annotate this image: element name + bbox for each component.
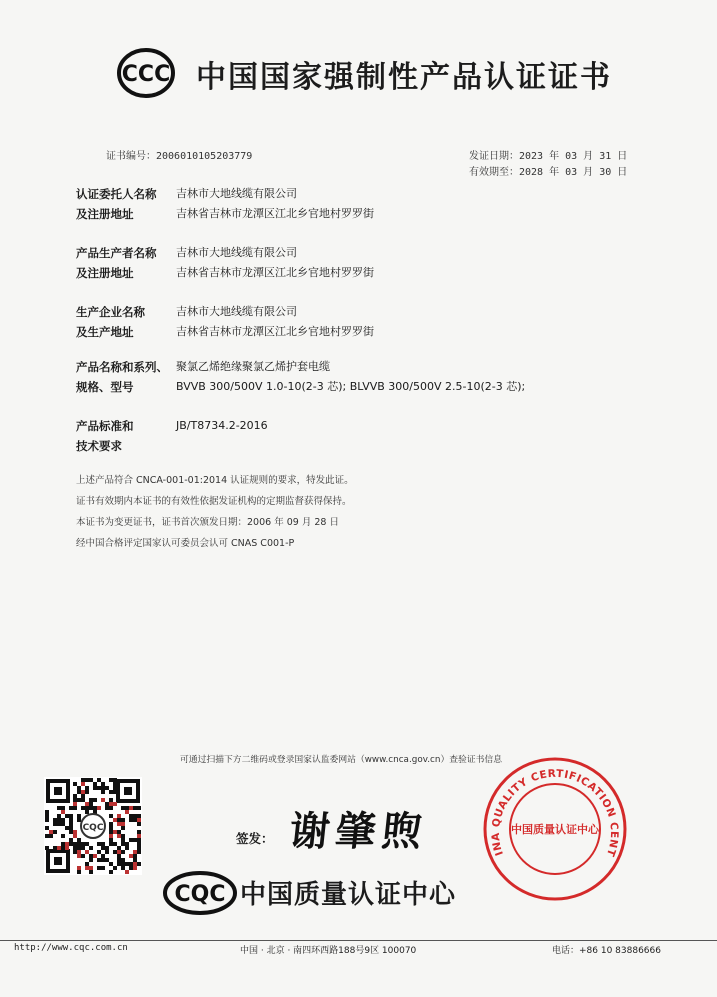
signature-label: 签发： — [236, 831, 274, 846]
qr-logo-text: CQC — [82, 823, 104, 833]
field-value-line: 吉林省吉林市龙潭区江北乡官地村罗罗街 — [176, 325, 374, 338]
certificate-number: 2006010105203779 — [156, 151, 253, 162]
field-label-factory — [76, 302, 172, 342]
field-value-standard — [176, 416, 268, 436]
field-value-manufacturer — [176, 243, 374, 283]
verification-note: 可通过扫描下方二维码或登录国家认监委网站（www.cnca.gov.cn）查验证书信息 — [180, 755, 503, 765]
issue-date-row — [469, 147, 627, 162]
field-value-line: 吉林市大地线缆有限公司 — [176, 187, 297, 200]
field-value-line: 吉林市大地线缆有限公司 — [176, 246, 297, 259]
cqc-logo-text: CQC — [174, 882, 226, 907]
field-value-line: JB/T8734.2-2016 — [176, 419, 268, 432]
field-label-standard — [76, 416, 172, 456]
official-seal — [482, 756, 628, 902]
seal-ring-text: INA QUALITY CERTIFICATION CENT — [489, 767, 621, 859]
certificate-number-row — [106, 147, 252, 162]
cqc-logo — [162, 870, 238, 916]
expiry-date-label: 有效期至： — [469, 167, 519, 178]
seal-inner-text: 中国质量认证中心 — [511, 823, 599, 836]
footer-address: 中国 · 北京 · 南四环西路188号9区 100070 — [240, 946, 417, 956]
footer-divider — [0, 940, 717, 941]
field-label-line: 产品标准和 — [76, 419, 134, 433]
issue-date: 2023 年 03 月 31 日 — [519, 151, 628, 162]
issue-date-label: 发证日期： — [469, 151, 519, 162]
field-value-line: 吉林省吉林市龙潭区江北乡官地村罗罗街 — [176, 207, 374, 220]
field-label-line: 及生产地址 — [76, 325, 134, 339]
field-label-applicant — [76, 184, 172, 224]
field-label-product — [76, 357, 172, 397]
statement-change: 本证书为变更证书，证书首次颁发日期：2006 年 09 月 28 日 — [76, 517, 339, 528]
footer-website[interactable]: http://www.cqc.com.cn — [14, 943, 128, 953]
statement-validity: 证书有效期内本证书的有效性依据发证机构的定期监督获得保持。 — [76, 496, 352, 507]
ccc-logo-text: CCC — [121, 62, 171, 87]
field-label-line: 规格、型号 — [76, 380, 134, 394]
expiry-date: 2028 年 03 月 30 日 — [519, 167, 628, 178]
field-value-line: 聚氯乙烯绝缘聚氯乙烯护套电缆 — [176, 360, 330, 373]
field-label-line: 生产企业名称 — [76, 305, 145, 319]
field-label-line: 产品生产者名称 — [76, 246, 157, 260]
field-label-line: 及注册地址 — [76, 207, 134, 221]
footer-phone: 电话：+86 10 83886666 — [552, 946, 661, 956]
field-value-applicant — [176, 184, 374, 224]
expiry-date-row — [469, 163, 627, 178]
certificate-number-label: 证书编号： — [106, 151, 156, 162]
field-label-line: 技术要求 — [76, 439, 122, 453]
field-value-line: 吉林市大地线缆有限公司 — [176, 305, 297, 318]
field-label-manufacturer — [76, 243, 172, 283]
page-title: 中国国家强制性产品认证证书 — [196, 60, 612, 95]
statement-accreditation: 经中国合格评定国家认可委员会认可 CNAS C001-P — [76, 538, 295, 549]
svg-text:CHINA QUALITY CERTIFICATION CE — [482, 756, 620, 859]
issuer-name: 中国质量认证中心 — [240, 880, 457, 910]
field-label-line: 及注册地址 — [76, 266, 134, 280]
ccc-logo — [116, 47, 176, 99]
statement-compliance: 上述产品符合 CNCA-001-01:2014 认证规则的要求，特发此证。 — [76, 475, 354, 486]
field-value-factory — [176, 302, 374, 342]
field-value-line: 吉林省吉林市龙潭区江北乡官地村罗罗街 — [176, 266, 374, 279]
qr-code[interactable] — [44, 777, 142, 875]
field-value-product — [176, 357, 525, 397]
field-label-line: 认证委托人名称 — [76, 187, 157, 201]
signature: 谢肇煦 — [287, 808, 431, 855]
field-value-line: BVVB 300/500V 1.0-10(2-3 芯); BLVVB 300/500V 2.5-10(2-3 芯); — [176, 380, 526, 393]
field-label-line: 产品名称和系列、 — [76, 360, 168, 374]
